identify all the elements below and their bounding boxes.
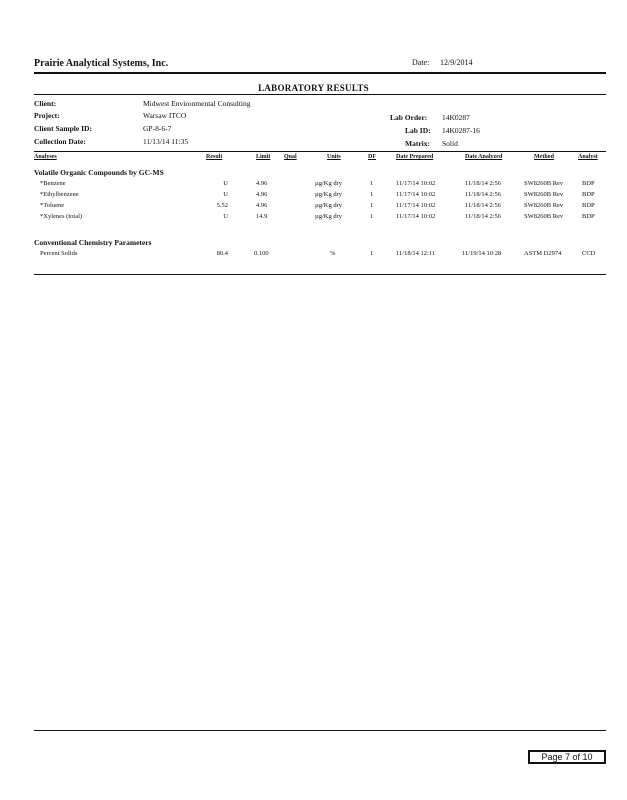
table-end-rule xyxy=(34,274,606,275)
table-row-result: U xyxy=(223,191,228,198)
table-row-method: ASTM D2974 xyxy=(524,250,562,257)
table-row-result: 80.4 xyxy=(216,250,228,257)
table-row-prepared: 11/17/14 10:02 xyxy=(396,213,436,220)
col-result: Result xyxy=(206,154,223,160)
col-date-analyzed: Date Analyzed xyxy=(465,154,503,160)
table-row-units: µg/Kg dry xyxy=(315,191,343,198)
table-row-analyst: BDP xyxy=(582,213,595,220)
table-row-analyte: *Benzene xyxy=(40,180,66,187)
page-title: LABORATORY RESULTS xyxy=(258,83,369,93)
table-row-analyzed: 11/18/14 2:56 xyxy=(465,202,502,209)
table-row-analyst: BDP xyxy=(582,180,595,187)
table-row-df: 1 xyxy=(370,250,374,257)
matrix-label: Matrix: xyxy=(405,139,430,148)
collection-date-label: Collection Date: xyxy=(34,137,86,146)
table-row-df: 1 xyxy=(370,191,374,198)
info-rule xyxy=(34,151,606,152)
lab-id-label: Lab ID: xyxy=(405,126,431,135)
lab-order-value: 14K0287 xyxy=(442,113,470,122)
project-value: Warsaw ITCO xyxy=(143,111,187,120)
company-name: Prairie Analytical Systems, Inc. xyxy=(34,58,169,69)
table-row-analyzed: 11/19/14 10:28 xyxy=(462,250,502,257)
page-number: Page 7 of 10 xyxy=(528,750,606,764)
title-rule xyxy=(34,94,606,95)
table-row-result: U xyxy=(223,180,228,187)
table-row-analyzed: 11/18/14 2:56 xyxy=(465,180,502,187)
col-qual: Qual xyxy=(284,154,297,160)
lab-id-value: 14K0287-16 xyxy=(442,126,480,135)
col-method: Method xyxy=(534,154,554,160)
table-row-result: U xyxy=(223,213,228,220)
table-row-limit: 0.100 xyxy=(254,250,269,257)
table-row-analyte: *Xylenes (total) xyxy=(40,213,83,220)
table-row-df: 1 xyxy=(370,202,374,209)
table-row-limit: 4.96 xyxy=(256,180,268,187)
col-limit: Limit xyxy=(256,154,271,160)
table-row-analyst: BDP xyxy=(582,191,595,198)
table-row-method: SW8260B Rev xyxy=(524,213,564,220)
project-label: Project: xyxy=(34,111,60,120)
table-row-limit: 4.96 xyxy=(256,202,268,209)
table-row-analyzed: 11/18/14 2:56 xyxy=(465,191,502,198)
table-row-analyte: *Toluene xyxy=(40,202,65,209)
client-label: Client: xyxy=(34,99,57,108)
table-row-units: µg/Kg dry xyxy=(315,180,343,187)
table-row-prepared: 11/17/14 10:02 xyxy=(396,191,436,198)
matrix-value: Solid xyxy=(442,139,458,148)
col-date-prepared: Date Prepared xyxy=(396,154,434,160)
table-row-df: 1 xyxy=(370,213,374,220)
table-row-df: 1 xyxy=(370,180,374,187)
table-row-limit: 4.96 xyxy=(256,191,268,198)
table-row-limit: 14.9 xyxy=(256,213,268,220)
table-row-analyst: BDP xyxy=(582,202,595,209)
section-conventional-title: Conventional Chemistry Parameters xyxy=(34,238,152,247)
table-row-result: 5.52 xyxy=(216,202,228,209)
col-df: DF xyxy=(368,154,376,160)
col-units: Units xyxy=(327,154,341,160)
table-row-units: µg/Kg dry xyxy=(315,213,343,220)
table-row-units: % xyxy=(330,250,336,257)
table-row-prepared: 11/17/14 10:02 xyxy=(396,202,436,209)
table-row-analyst: CCD xyxy=(582,250,596,257)
col-analyst: Analyst xyxy=(578,154,598,160)
table-row-analyzed: 11/18/14 2:56 xyxy=(465,213,502,220)
header-rule xyxy=(34,72,606,74)
collection-date-value: 11/13/14 11:35 xyxy=(143,137,189,146)
lab-order-label: Lab Order: xyxy=(390,113,428,122)
table-row-prepared: 11/18/14 12:11 xyxy=(396,250,436,257)
client-value: Midwest Environmental Consulting xyxy=(143,99,251,108)
client-sample-id-value: GP-8-6-7 xyxy=(143,124,172,133)
report-date: 12/9/2014 xyxy=(440,58,473,67)
client-sample-id-label: Client Sample ID: xyxy=(34,124,92,133)
table-row-analyte: *Ethylbenzene xyxy=(40,191,79,198)
section-voc-title: Volatile Organic Compounds by GC-MS xyxy=(34,168,164,177)
date-label: Date: xyxy=(412,58,430,67)
table-row-method: SW8260B Rev xyxy=(524,202,564,209)
table-row-units: µg/Kg dry xyxy=(315,202,343,209)
table-row-prepared: 11/17/14 10:02 xyxy=(396,180,436,187)
table-row-method: SW8260B Rev xyxy=(524,180,564,187)
table-row-analyte: Percent Solids xyxy=(40,250,78,257)
footer-rule xyxy=(34,730,606,731)
col-analyses: Analyses xyxy=(34,154,57,160)
table-row-method: SW8260B Rev xyxy=(524,191,564,198)
